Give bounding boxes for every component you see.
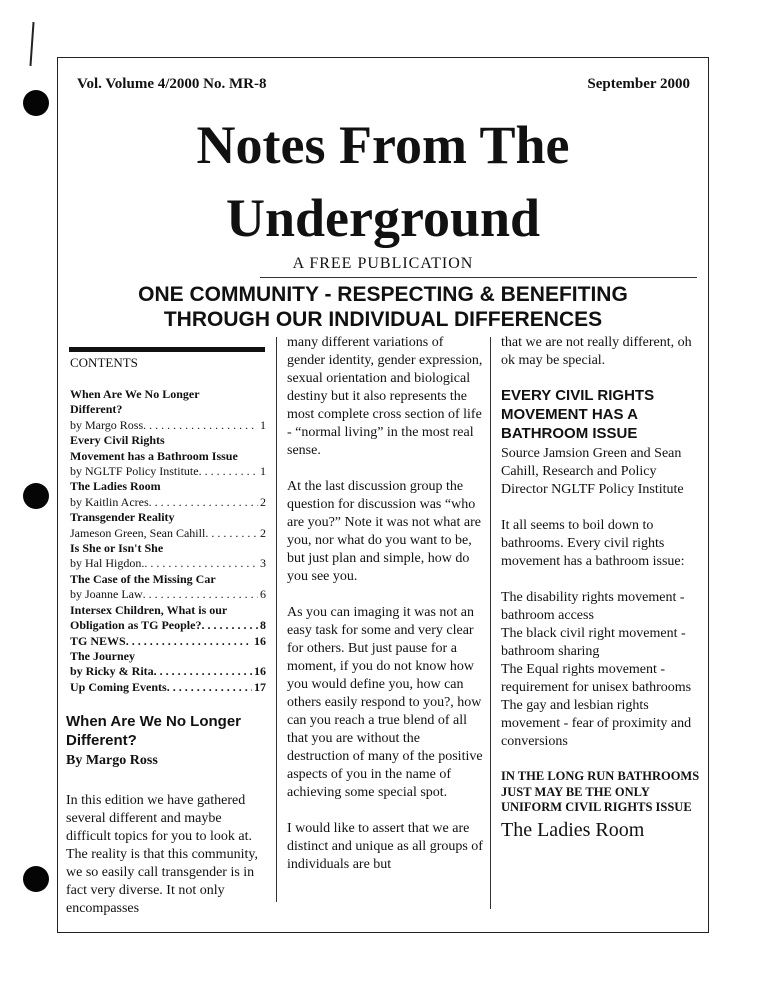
punch-hole [23, 866, 49, 892]
article1-heading [66, 712, 268, 750]
article2-list [501, 589, 701, 751]
article1-col2 [287, 334, 483, 892]
contents-item[interactable] [70, 587, 266, 602]
contents-item-page: 2 [260, 494, 266, 509]
contents-item[interactable] [70, 526, 266, 541]
contents-item-page: 8 [260, 618, 266, 633]
contents-item-page: 16 [254, 664, 266, 679]
contents-bar [69, 347, 265, 352]
dot-leader [149, 495, 258, 510]
masthead-rule [260, 277, 697, 278]
article2-list-item: The Equal rights movement - requirement for unisex bathrooms [501, 662, 692, 695]
contents-item[interactable] [70, 556, 266, 571]
punch-hole [23, 90, 49, 116]
article1-paragraph: I would like to assert that we are distinct and unique as all groups of individuals are but [287, 821, 483, 872]
dot-leader [205, 526, 258, 541]
article1-paragraph: As you can imaging it was not an easy task for some and very clear for others. But just pause for a moment, if you do not know how you would define you, how can others easily respond to you?, how can you reach a true blend of all that you are without the destruction of many of the positive aspects of you in the name of achieving some special spot. [287, 605, 483, 800]
contents-item-byline: Jameson Green, Sean Cahill [70, 525, 206, 540]
contents-item-page: 1 [260, 417, 266, 432]
article1-heading-line1: When Are We No Longer [66, 713, 242, 730]
dot-leader [143, 418, 258, 433]
contents-item-title[interactable]: Movement has a Bathroom Issue [70, 448, 238, 463]
contents-item-title[interactable]: The Journey [70, 648, 136, 663]
dot-leader [143, 587, 258, 602]
contents-item-title[interactable]: The Ladies Room [70, 479, 161, 494]
masthead-title-line1: Notes From The [196, 115, 570, 175]
article2-heading: EVERY CIVIL RIGHTS MOVEMENT HAS A BATHROOM ISSUE [501, 387, 655, 442]
contents-item-byline: by Hal Higdon. [70, 556, 145, 571]
punch-hole [23, 483, 49, 509]
article1-col1 [66, 712, 268, 918]
dot-leader [167, 680, 252, 695]
contents-item-title[interactable]: Intersex Children, What is our [70, 602, 228, 617]
dot-leader [144, 556, 258, 571]
column-divider [490, 337, 491, 909]
contents-item[interactable] [70, 664, 266, 679]
contents-item[interactable] [70, 495, 266, 510]
contents-item-page: 6 [260, 587, 266, 602]
contents-item[interactable] [70, 680, 266, 695]
article2-intro: It all seems to boil down to bathrooms. Every civil rights movement has a bathroom issue: [501, 518, 685, 569]
contents-item-title: Obligation as TG People? [70, 618, 202, 633]
contents-list [70, 387, 266, 695]
contents-item[interactable] [70, 618, 266, 633]
contents-item-page: 2 [260, 525, 266, 540]
article1-paragraph: At the last discussion group the question for discussion was “who are you?” Note it was not what are you, nor what do you want to be, but just plan and simple, how do you see you. [287, 479, 481, 584]
dot-leader [126, 634, 252, 649]
article2-list-item: The gay and lesbian rights movement - fear of proximity and conversions [501, 698, 692, 749]
contents-item-byline: by Kaitlin Acres [70, 494, 149, 509]
article1-col1-text: In this edition we have gathered several different and maybe difficult topics for you to look at. The reality is that this community, we so easily call transgender is in fact very diverse. It not only encompasses [66, 793, 258, 916]
contents-item-byline: by NGLTF Policy Institute [70, 464, 199, 479]
issue-date: September 2000 [587, 76, 690, 92]
contents-item-title[interactable]: Transgender Reality [70, 510, 175, 525]
contents-item-page: 3 [260, 556, 266, 571]
article1-ending: that we are not really different, oh ok may be special. [501, 335, 692, 368]
contents-item-page: 16 [254, 633, 266, 648]
contents-item-page: 17 [254, 679, 266, 694]
contents-item[interactable] [70, 634, 266, 649]
col3 [501, 334, 701, 842]
contents-item-title[interactable]: When Are We No Longer [70, 387, 200, 401]
dot-leader [154, 664, 252, 679]
contents-item-title: TG NEWS [70, 633, 126, 648]
contents-item-title[interactable]: Different? [70, 402, 123, 417]
column-divider [276, 337, 277, 902]
dot-leader [201, 618, 258, 633]
contents-item[interactable] [70, 464, 266, 479]
contents-item[interactable] [70, 418, 266, 433]
article2-list-item: The disability rights movement - bathroom access [501, 590, 685, 623]
article1-byline: By Margo Ross [66, 753, 158, 768]
contents-item-byline: by Joanne Law [70, 587, 143, 602]
contents-item-title[interactable]: Is She or Isn't She [70, 541, 164, 556]
contents-item-page: 1 [260, 464, 266, 479]
volume-label: Vol. Volume 4/2000 No. MR-8 [77, 76, 267, 92]
masthead-subtitle: A FREE PUBLICATION [292, 255, 474, 272]
pen-mark [29, 22, 34, 66]
article1-heading-line2: Different? [66, 732, 137, 749]
article1-paragraph: many different variations of gender identity, gender expression, sexual orientation and biological destiny but it also represents the most complete cross section of life - “normal living” in the most real sense. [287, 335, 483, 458]
article2-closing: IN THE LONG RUN BATHROOMS JUST MAY BE THE ONLY UNIFORM CIVIL RIGHTS ISSUE [501, 769, 700, 814]
tagline-line1: ONE COMMUNITY - RESPECTING & BENEFITING [138, 283, 628, 306]
contents-heading: CONTENTS [70, 355, 138, 370]
dot-leader [199, 464, 258, 479]
tagline-line2: THROUGH OUR INDIVIDUAL DIFFERENCES [163, 308, 603, 331]
contents-item-title[interactable]: Every Civil Rights [70, 433, 165, 448]
next-article-title: The Ladies Room [501, 818, 645, 841]
article2-list-item: The black civil right movement - bathroom sharing [501, 626, 686, 659]
contents-item-title[interactable]: The Case of the Missing Car [70, 571, 216, 586]
masthead-title-line2: Underground [225, 188, 541, 248]
article2-source: Source Jamsion Green and Sean Cahill, Research and Policy Director NGLTF Policy Institute [501, 446, 684, 497]
contents-item-title: by Ricky & Rita [70, 664, 154, 679]
contents-item-byline: by Margo Ross [70, 417, 144, 432]
contents-item-title: Up Coming Events [70, 679, 167, 694]
